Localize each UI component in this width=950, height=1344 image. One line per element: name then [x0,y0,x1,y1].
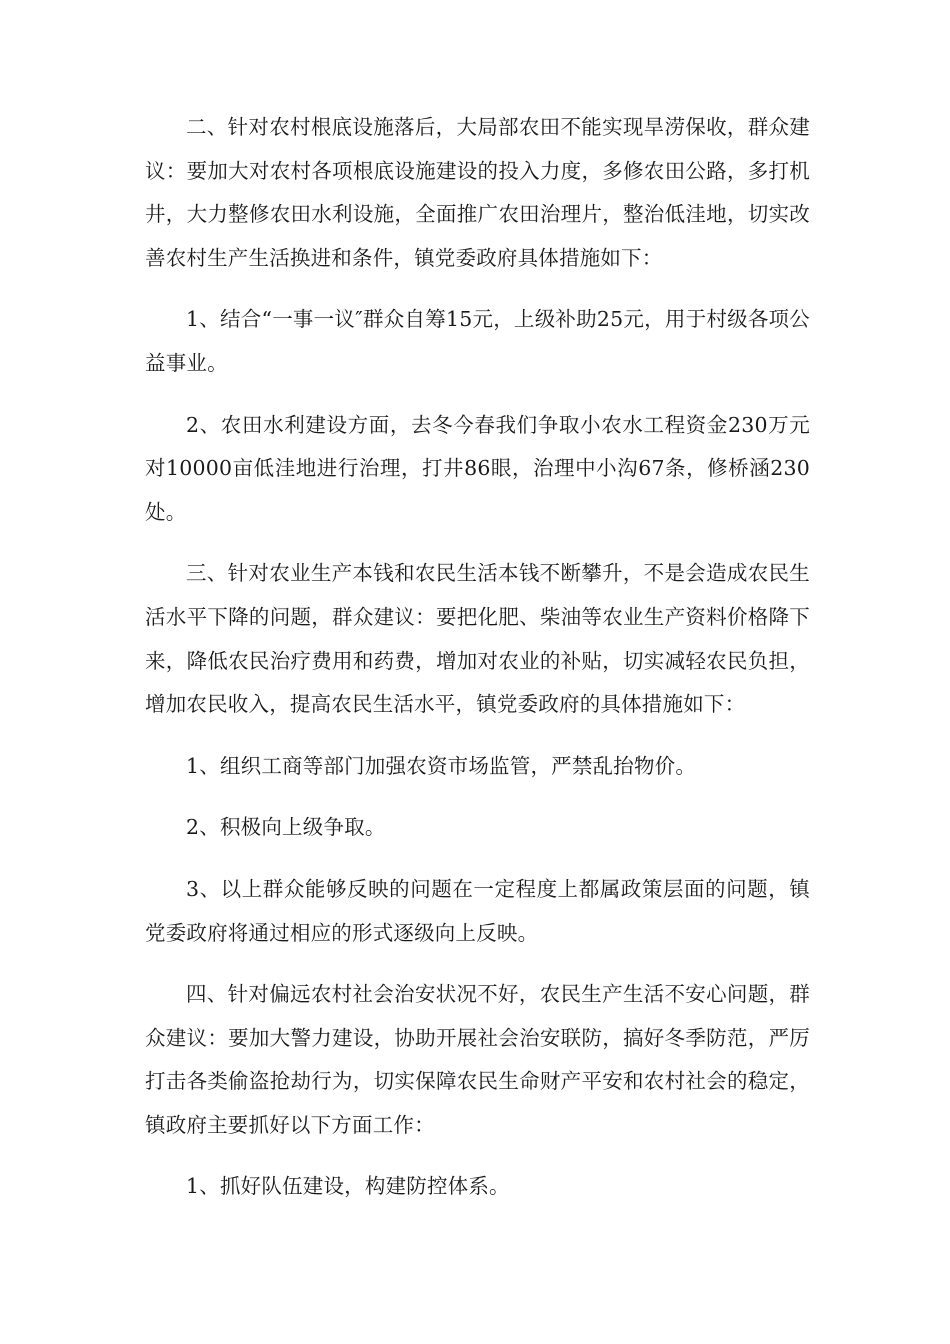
paragraph-section-four: 四、针对偏远农村社会治安状况不好，农民生产生活不安心问题，群众建议：要加大警力建设，协助开展社会治安联防，搞好冬季防范，严厉打击各类偷盗抢劫行为，切实保障农民生命财产平安和农村社会的稳定，镇政府主要抓好以下方面工作： [145,982,810,1137]
paragraph-item-3b: 3、以上群众能够反映的问题在一定程度上都属政策层面的问题，镇党委政府将通过相应的形式逐级向上反映。 [145,876,810,945]
paragraph-section-two: 二、针对农村根底设施落后，大局部农田不能实现旱涝保收，群众建议：要加大对农村各项根底设施建设的投入力度，多修农田公路，多打机井，大力整修农田水利设施，全面推广农田治理片，整治低洼地，切实改善农村生产生活换进和条件，镇党委政府具体措施如下： [145,115,810,270]
paragraph-item-2b: 2、积极向上级争取。 [186,815,386,840]
document-body [145,106,810,1209]
paragraph-item-2: 2、农田水利建设方面，去冬今春我们争取小农水工程资金230万元对10000亩低洼地进行治理，打井86眼，治理中小沟67条，修桥涵230处。 [145,412,810,524]
paragraph-section-three: 三、针对农业生产本钱和农民生活本钱不断攀升，不是会造成农民生活水平下降的问题，群众建议：要把化肥、柴油等农业生产资料价格降下来，降低农民治疗费用和药费，增加对农业的补贴，切实减轻农民负担，增加农民收入，提高农民生活水平，镇党委政府的具体措施如下： [145,561,810,717]
paragraph-item-1b: 1、组织工商等部门加强农资市场监管，严禁乱抬物价。 [186,753,697,778]
paragraph-item-1c: 1、抓好队伍建设，构建防控体系。 [186,1174,510,1199]
paragraph-item-1: 1、结合“一事一议″群众自筹15元，上级补助25元，用于村级各项公益事业。 [145,307,810,375]
